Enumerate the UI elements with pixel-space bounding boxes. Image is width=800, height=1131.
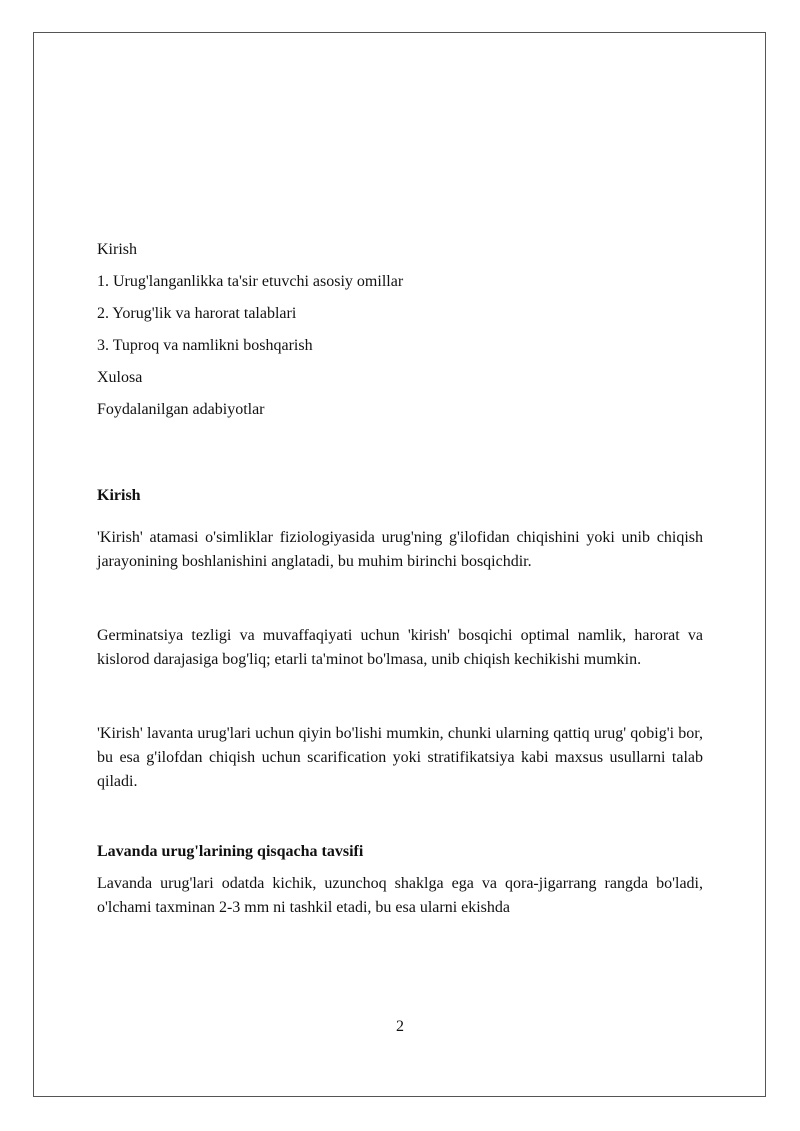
toc-item-intro: Kirish <box>97 241 137 258</box>
intro-paragraph-3: 'Kirish' lavanta urug'lari uchun qiyin bo'lishi mumkin, chunki ularning qattiq urug' qobig'i bor, bu esa g'ilofdan chiqish uchun scarification yoki stratifikatsiya kabi maxsus usullarni talab qiladi. <box>97 725 703 790</box>
intro-paragraph-1: 'Kirish' atamasi o'simliklar fiziologiyasida urug'ning g'ilofidan chiqishini yoki unib chiqish jarayonining boshlanishini anglatadi, bu muhim birinchi bosqichdir. <box>97 529 703 570</box>
section-heading-intro: Kirish <box>97 487 141 504</box>
toc-item-light-temperature: 2. Yorug'lik va harorat talablari <box>97 305 297 322</box>
page-number: 2 <box>396 1018 404 1035</box>
table-of-contents <box>97 240 703 420</box>
document-content <box>97 240 703 920</box>
seeds-paragraph: Lavanda urug'lari odatda kichik, uzunchoq shaklga ega va qora-jigarrang rangda bo'ladi, o'lchami taxminan 2-3 mm ni tashkil etadi, bu esa ularni ekishda <box>97 875 703 916</box>
intro-paragraph-2: Germinatsiya tezligi va muvaffaqiyati uchun 'kirish' bosqichi optimal namlik, harorat va kislorod darajasiga bog'liq; etarli ta'minot bo'lmasa, unib chiqish kechikishi mumkin. <box>97 627 703 668</box>
toc-item-soil-moisture: 3. Tuproq va namlikni boshqarish <box>97 337 313 354</box>
toc-item-references: Foydalanilgan adabiyotlar <box>97 401 265 418</box>
toc-item-factors: 1. Urug'langanlikka ta'sir etuvchi asosiy omillar <box>97 273 404 290</box>
section-heading-seeds: Lavanda urug'larining qisqacha tavsifi <box>97 843 364 860</box>
toc-item-conclusion: Xulosa <box>97 369 143 386</box>
